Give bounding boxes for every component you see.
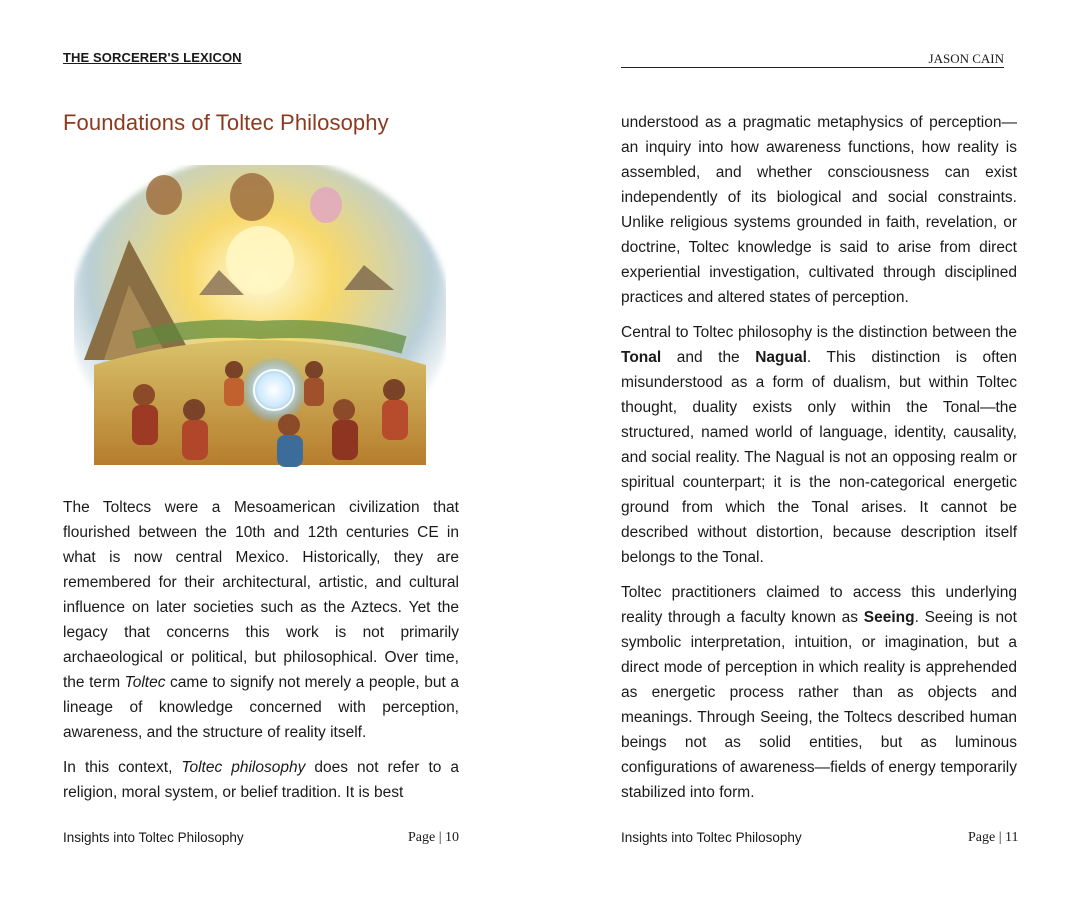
paragraph: Central to Toltec philosophy is the distinction between the Tonal and the Nagual. This distinction is often misunderstood as a form of dualism, but within Toltec thought, duality exists only within the Tonal—the structured, named world of language, identity, causality, and social reality. The Nagual is not an opposing realm or spiritual counterpart; it is the non-categorical energetic ground from which the Tonal arises. It cannot be described without distortion, because description itself belongs to the Tonal.	[621, 324, 1017, 566]
chapter-title: Foundations of Toltec Philosophy	[63, 110, 389, 135]
emphasis-toltec-philosophy: Toltec philosophy	[181, 759, 306, 776]
footer-book-subtitle: Insights into Toltec Philosophy	[621, 830, 802, 845]
right-page	[540, 0, 1080, 900]
right-body-text	[621, 110, 1017, 815]
term-seeing: Seeing	[863, 609, 915, 626]
book-title-header: THE SORCERER'S LEXICON	[63, 50, 242, 65]
emphasis-toltec: Toltec	[124, 674, 166, 691]
page-number: Page | 10	[408, 830, 460, 845]
author-header: JASON CAIN	[621, 50, 1004, 68]
term-tonal: Tonal	[621, 349, 662, 366]
term-nagual: Nagual	[755, 349, 807, 366]
page-number: Page | 11	[968, 830, 1019, 845]
energy-orb-icon	[242, 358, 306, 422]
paragraph: In this context, Toltec philosophy does not refer to a religion, moral system, or belief tradition. It is best	[63, 759, 460, 801]
footer-book-subtitle: Insights into Toltec Philosophy	[63, 830, 244, 845]
sun-icon	[226, 226, 294, 294]
left-body-text	[63, 495, 459, 815]
paragraph: Toltec practitioners claimed to access this underlying reality through a faculty known as Seeing. Seeing is not symbolic interpretation, intuition, or imagination, but a direct mode of perception in which reality is apprehended as energetic process rather than as objects and meanings. Through Seeing, the Toltecs described human beings not as solid entities, but as luminous configurations of awareness—fields of energy temporarily stabilized into form.	[621, 584, 1017, 801]
paragraph: understood as a pragmatic metaphysics of perception—an inquiry into how awareness functions, how reality is assembled, and whether consciousness can exist independently of its biological and social constraints. Unlike religious systems grounded in faith, revelation, or doctrine, Toltec knowledge is said to arise from direct experiential investigation, cultivated through disciplined practices and altered states of perception.	[621, 114, 1017, 306]
paragraph: The Toltecs were a Mesoamerican civilization that flourished between the 10th and 12th centuries CE in what is now central Mexico. Historically, they are remembered for their architectural, artistic, and cultural influence on later societies such as the Aztecs. Yet the legacy that concerns this work is not primarily archaeological or political, but philosophical. Over time, the term Toltec came to signify not merely a people, but a lineage of knowledge concerned with perception, awareness, and the structure of reality itself.	[63, 499, 459, 741]
toltec-illustration	[74, 165, 446, 470]
